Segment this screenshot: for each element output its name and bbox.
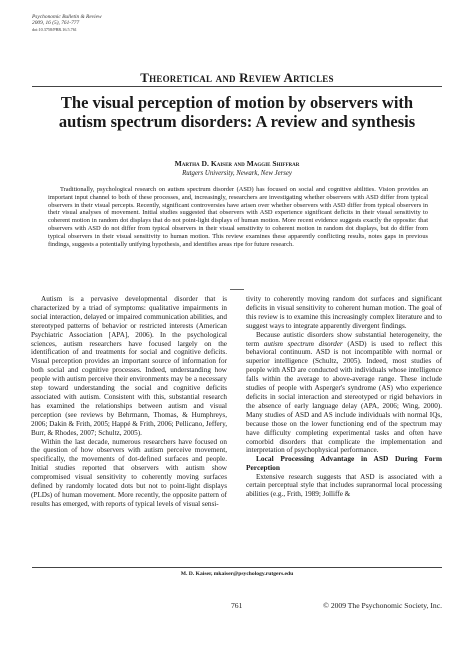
journal-doi: doi:10.3758/PBR.16.5.761 [32, 26, 77, 32]
body-paragraph: Autism is a pervasive developmental disorder that is characterized by a triad of symptoms: qualitative impairments in social interaction, delayed or impaired communication abilities, and stereotyped patterns of behavior or restricted interests (American Psychiatric Association [APA], 2006). In the psychological sciences, autism researchers have focused largely on the identification of and treatments for social and cognitive deficits. Visual perception provides an important source of information for both social and cognitive processes. Indeed, understanding how people with autism perceive their environments may be a necessary step toward understanding the social and cognitive deficits associated with autism. Consistent with this, substantial research has examined the relationships between autism and visual perception (see reviews by Behrmann, Thomas, & Humphreys, 2006; Dakin & Frith, 2005; Happé & Frith, 2006; Pellicano, Jeffery, Burr, & Rhodes, 2007; Schultz, 2005). [31, 295, 227, 437]
article-title: The visual perception of motion by observers with autism spectrum disorders: A review and synthesis [58, 93, 416, 131]
article-affiliation: Rutgers University, Newark, New Jersey [182, 170, 292, 177]
copyright: © 2009 The Psychonomic Society, Inc. [323, 601, 442, 610]
abstract: Traditionally, psychological research on autism spectrum disorder (ASD) has focused on social and cognitive abilities. Vision provides an important input channel to both of these processes, and, increasingly, researchers are investigating whether observers with ASD differ from typical observers in their visual percepts. Recently, significant controversies have arisen over whether observers with ASD differ from typical observers in their visual analyses of movement. Initial studies suggested that observers with ASD experience significant deficits in their visual sensitivity to coherent motion in random dot displays that do not point-light displays of human motion. More recent evidence suggests exactly the opposite: that observers with ASD do not differ from typical observers in their visual sensitivity to coherent motion in random dot displays, but do differ from typical observers in their visual sensitivity to human motion. This review examines these apparently conflicting results, notes gaps in previous findings, suggests a potentially unifying hypothesis, and identifies areas ripe for future research. [48, 186, 428, 248]
page-number: 761 [231, 601, 243, 610]
section-heading: Theoretical and Review Articles [140, 70, 334, 85]
section-rule [32, 86, 442, 87]
body-column-right [246, 295, 442, 499]
contact-info: M. D. Kaiser, mkaiser@psychology.rutgers.edu [180, 571, 294, 577]
body-paragraph [246, 331, 442, 456]
body-paragraph: Extensive research suggests that ASD is associated with a certain perceptual style that includes supranormal local processing abilities (e.g., Frith, 1989; Jolliffe & [246, 472, 442, 499]
body-term: autism spectrum disorder [263, 339, 343, 348]
body-text: Because autistic disorders show substantial heterogeneity, the term [246, 330, 442, 348]
article-authors: Martha D. Kaiser and Maggie Shiffrar [174, 159, 300, 168]
footer-rule [32, 567, 442, 568]
body-paragraph: tivity to coherently moving random dot surfaces and significant deficits in visual sensitivity to coherent human motion. The goal of this review is to examine this increasingly complex literature and to suggest ways to integrate apparently divergent findings. [246, 295, 442, 330]
journal-name: Psychonomic Bulletin & Review [32, 14, 102, 20]
body-column-left [31, 295, 227, 509]
body-paragraph: Within the last decade, numerous researchers have focused on the question of how observers with autism perceive movement, specifically, the movements of dot-defined surfaces and people. Initial studies reported that observers with autism show compromised visual sensitivity to coherently moving surfaces defined by randomly located dots but not to point-light displays (PLDs) of human movement. More recently, the opposite pattern of results has emerged, with reports of typical levels of visual sensi- [31, 437, 227, 508]
abstract-divider [230, 289, 244, 290]
journal-header [32, 14, 102, 33]
subsection-heading: Local Processing Advantage in ASD During Form Perception [246, 454, 442, 472]
body-text: (ASD) is used to reflect this behavioral continuum. ASD is not incompatible with normal or superior intelligence (Schultz, 2005). Indeed, most studies of people with ASD are conducted with individuals whose intelligence falls within the average to above-average range. These include studies of people with Asperger's syndrome (AS) who experience deficits in social interaction and stereotyped or rigid behaviors in the absence of early language delay (APA, 2006; Wing, 2000). Many studies of ASD and AS include individuals with normal IQs, because those on the lower functioning end of the spectrum may have difficulty completing experimental tasks and often have comorbid disorders that complicate the implementation and interpretation of psychophysical performance. [246, 339, 442, 455]
journal-volume: 2009, 16 (5), 761-777 [32, 20, 80, 27]
